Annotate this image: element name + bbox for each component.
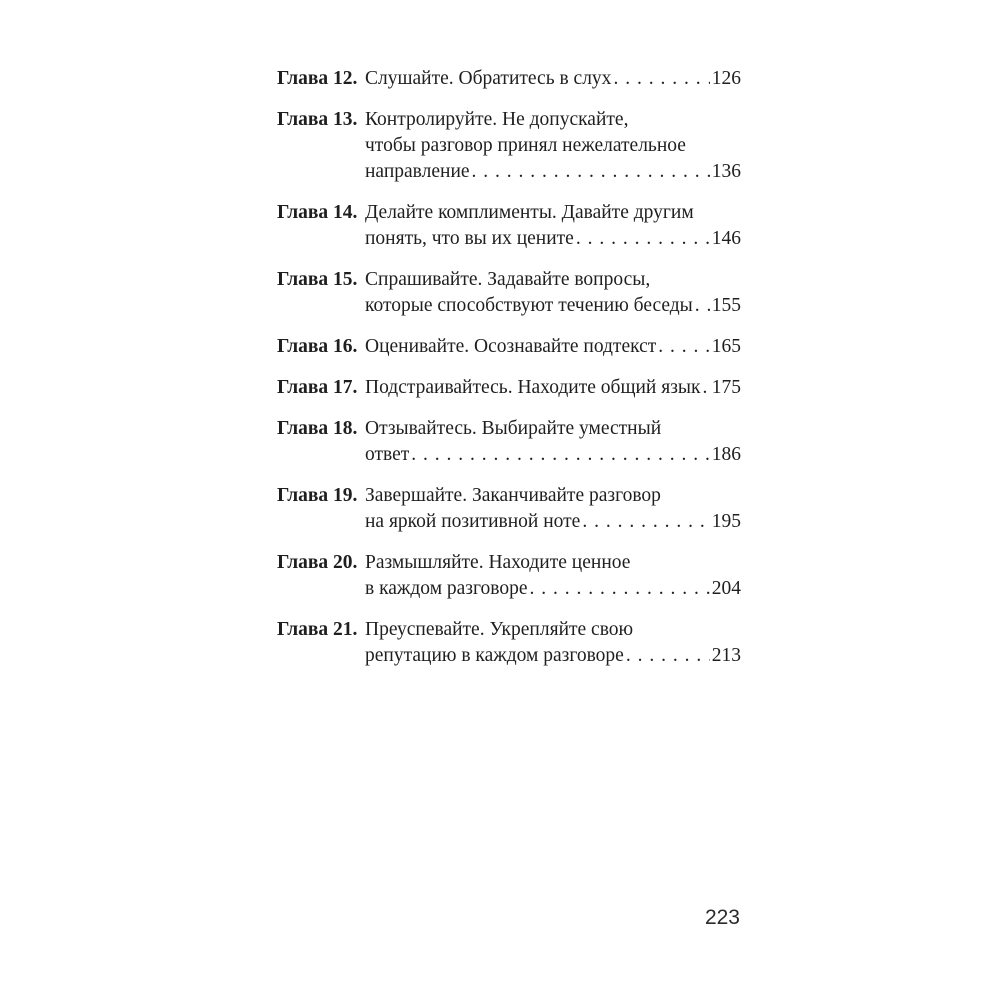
- toc-entry-line: [365, 643, 741, 669]
- toc-entry: [277, 483, 741, 535]
- toc-entry-line: [365, 226, 741, 252]
- toc-entry-body: [365, 375, 741, 401]
- toc-entry-body: [365, 416, 741, 468]
- toc-entry-title-text: которые способствуют течению беседы: [365, 295, 693, 316]
- toc-entry-title-text: Подстраивайтесь. Находите общий язык: [365, 377, 701, 398]
- toc-entry-chapter-label: Глава 12.: [277, 68, 358, 89]
- toc-entry-chapter-label: Глава 13.: [277, 109, 358, 130]
- toc-entry-page-number: 165: [711, 336, 741, 357]
- toc-entry-chapter-label: Глава 17.: [277, 377, 358, 398]
- toc-entry: [277, 334, 741, 360]
- toc-entry-line: [365, 375, 741, 401]
- toc-entry-line: [365, 107, 741, 133]
- toc-entry-chapter-label: Глава 18.: [277, 418, 358, 439]
- dot-leader: [613, 66, 709, 92]
- dot-leader: [530, 576, 710, 602]
- toc-entry: [277, 550, 741, 602]
- toc-entry-line: [365, 416, 741, 442]
- toc-entry-title-text: Спрашивайте. Задавайте вопросы,: [365, 269, 651, 290]
- toc-entry-title-text: понять, что вы их цените: [365, 228, 574, 249]
- toc-entry-line: [365, 267, 741, 293]
- toc-entry-title-text: чтобы разговор принял нежелательное: [365, 135, 686, 156]
- toc-entry-page-number: 213: [711, 645, 741, 666]
- toc-entry-body: [365, 550, 741, 602]
- toc-entry-chapter-label: Глава 19.: [277, 485, 358, 506]
- toc-entry-page-number: 186: [711, 444, 741, 465]
- toc-entry-title-text: ответ: [365, 444, 410, 465]
- toc-entry-chapter-label: Глава 14.: [277, 202, 358, 223]
- toc-entry: [277, 617, 741, 669]
- dot-leader: [702, 375, 709, 401]
- toc-entry-line: [365, 159, 741, 185]
- toc-entry-body: [365, 483, 741, 535]
- dot-leader: [472, 159, 710, 185]
- toc-entry-chapter-label: Глава 21.: [277, 619, 358, 640]
- toc-entry-body: [365, 200, 741, 252]
- toc-entry-title-text: в каждом разговоре: [365, 578, 528, 599]
- toc-entry: [277, 107, 741, 185]
- toc-entry-page-number: 146: [711, 228, 741, 249]
- dot-leader: [626, 643, 710, 669]
- toc-entry-chapter-label: Глава 15.: [277, 269, 358, 290]
- toc-entry-page-number: 126: [711, 68, 741, 89]
- toc-entry-page-number: 175: [711, 377, 741, 398]
- toc-entry-body: [365, 107, 741, 185]
- toc-entry-line: [365, 334, 741, 360]
- toc-entry-line: [365, 66, 741, 92]
- dot-leader: [695, 293, 710, 319]
- dot-leader: [582, 509, 709, 535]
- toc-entry-line: [365, 576, 741, 602]
- toc-entry-title-text: Завершайте. Заканчивайте разговор: [365, 485, 661, 506]
- toc-entry-title-text: Оценивайте. Осознавайте подтекст: [365, 336, 657, 357]
- page-number: 223: [704, 906, 740, 929]
- toc-entry-title-text: направление: [365, 161, 470, 182]
- table-of-contents: [277, 66, 741, 684]
- toc-entry-line: [365, 200, 741, 226]
- toc-entry-line: [365, 293, 741, 319]
- toc-entry-body: [365, 617, 741, 669]
- toc-entry-title-text: Отзывайтесь. Выбирайте уместный: [365, 418, 662, 439]
- toc-entry-chapter-label: Глава 20.: [277, 552, 358, 573]
- toc-entry: [277, 267, 741, 319]
- toc-entry-title-text: Слушайте. Обратитесь в слух: [365, 68, 612, 89]
- toc-entry-title-text: Размышляйте. Находите ценное: [365, 552, 631, 573]
- toc-entry-title-text: репутацию в каждом разговоре: [365, 645, 624, 666]
- toc-entry-title-text: на яркой позитивной ноте: [365, 511, 581, 532]
- toc-entry-chapter-label: Глава 16.: [277, 336, 358, 357]
- toc-entry-page-number: 155: [711, 295, 741, 316]
- toc-entry-line: [365, 133, 741, 159]
- toc-entry-page-number: 195: [711, 511, 741, 532]
- dot-leader: [576, 226, 710, 252]
- dot-leader: [658, 334, 709, 360]
- toc-entry-line: [365, 509, 741, 535]
- toc-entry-body: [365, 66, 741, 92]
- toc-entry-line: [365, 617, 741, 643]
- toc-entry: [277, 416, 741, 468]
- toc-entry: [277, 375, 741, 401]
- toc-entry-page-number: 204: [711, 578, 741, 599]
- toc-entry-line: [365, 483, 741, 509]
- toc-entry-line: [365, 442, 741, 468]
- toc-entry-body: [365, 334, 741, 360]
- toc-entry-line: [365, 550, 741, 576]
- toc-entry-title-text: Делайте комплименты. Давайте другим: [365, 202, 694, 223]
- toc-entry-page-number: 136: [711, 161, 741, 182]
- toc-entry-title-text: Преуспевайте. Укрепляйте свою: [365, 619, 634, 640]
- toc-entry: [277, 66, 741, 92]
- dot-leader: [411, 442, 709, 468]
- toc-entry: [277, 200, 741, 252]
- toc-entry-body: [365, 267, 741, 319]
- toc-entry-title-text: Контролируйте. Не допускайте,: [365, 109, 629, 130]
